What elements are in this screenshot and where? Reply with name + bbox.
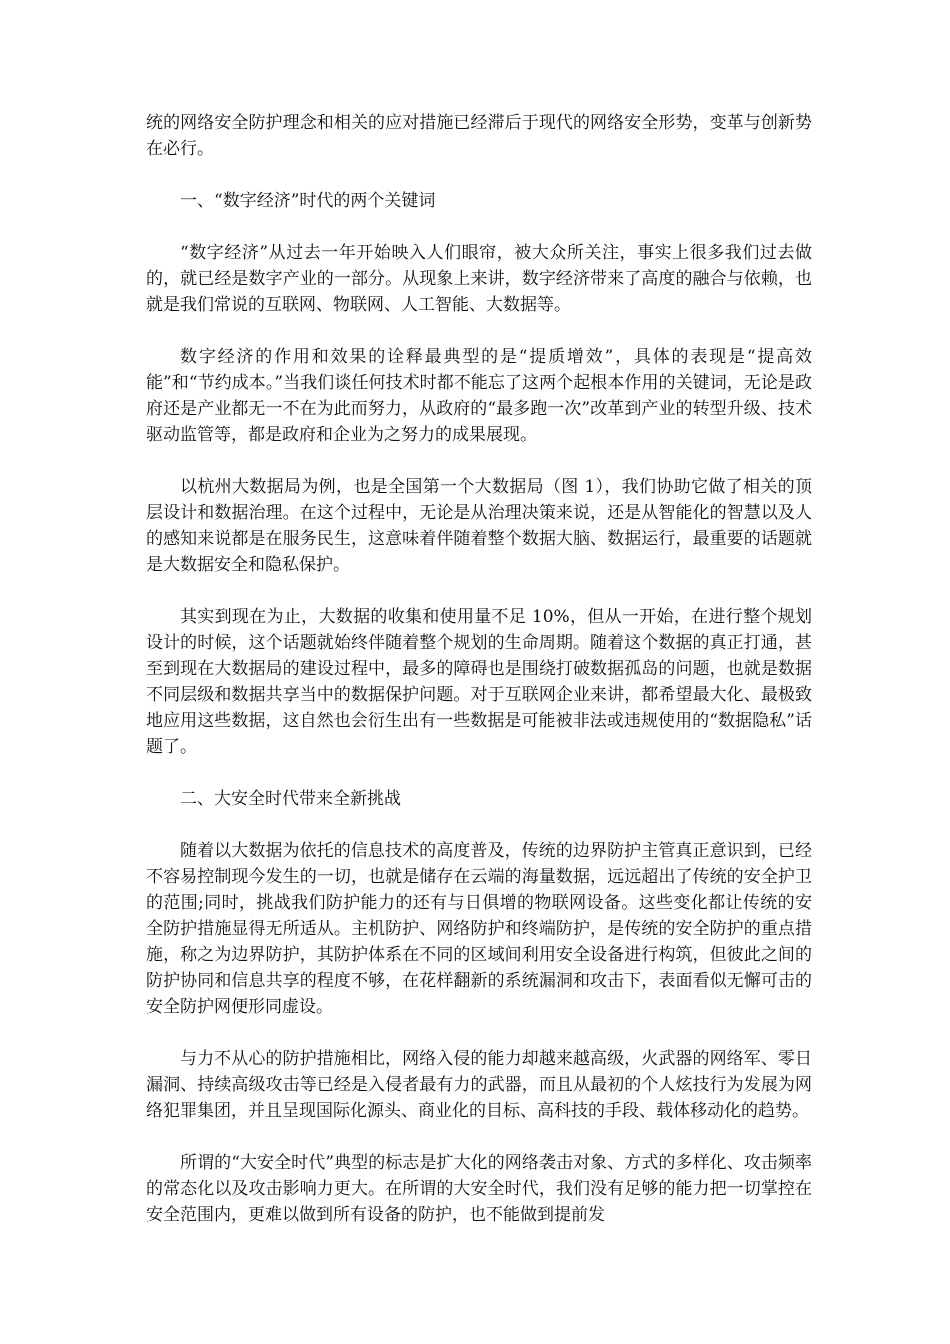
section-heading-1: 一、“数字经济”时代的两个关键词 <box>180 191 436 211</box>
paragraph-2: 数字经济的作用和效果的诠释最典型的是“提质增效”，具体的表现是“提高效能”和“节约成本。”当我们谈任何技术时都不能忘了这两个起根本作用的关键词，无论是政府还是产业都无一不在为此而努力，从政府的“最多跑一次”改革到产业的转型升级、技术驱动监管等，都是政府和企业为之努力的成果展现。 <box>146 347 812 445</box>
paragraph-5: 随着以大数据为依托的信息技术的高度普及，传统的边界防护主管真正意识到，已经不容易控制现今发生的一切，也就是储存在云端的海量数据，远远超出了传统的安全护卫的范围;同时，挑战我们防护能力的还有与日俱增的物联网设备。这些变化都让传统的安全防护措施显得无所适从。主机防护、网络防护和终端防护，是传统的安全防护的重点措施，称之为边界防护，其防护体系在不同的区域间利用安全设备进行构筑，但彼此之间的防护协同和信息共享的程度不够，在花样翻新的系统漏洞和攻击下，表面看似无懈可击的安全防护网便形同虚设。 <box>146 841 812 1017</box>
continuation-paragraph: 统的网络安全防护理念和相关的应对措施已经滞后于现代的网络安全形势，变革与创新势在必行。 <box>146 113 812 159</box>
section-heading-2: 二、大安全时代带来全新挑战 <box>180 789 401 809</box>
paragraph-7: 所谓的“大安全时代”典型的标志是扩大化的网络袭击对象、方式的多样化、攻击频率的常态化以及攻击影响力更大。在所谓的大安全时代，我们没有足够的能力把一切掌控在安全范围内，更难以做到所有设备的防护，也不能做到提前发 <box>146 1153 812 1225</box>
paragraph-4: 其实到现在为止，大数据的收集和使用量不足 10%，但从一开始，在进行整个规划设计的时候，这个话题就始终伴随着整个规划的生命周期。随着这个数据的真正打通，甚至到现在大数据局的建设过程中，最多的障碍也是围绕打破数据孤岛的问题，也就是数据不同层级和数据共享当中的数据保护问题。对于互联网企业来讲，都希望最大化、最极致地应用这些数据，这自然也会衍生出有一些数据是可能被非法或违规使用的“数据隐私”话题了。 <box>146 607 812 757</box>
paragraph-1: “数字经济”从过去一年开始映入人们眼帘，被大众所关注，事实上很多我们过去做的，就已经是数字产业的一部分。从现象上来讲，数字经济带来了高度的融合与依赖，也就是我们常说的互联网、物联网、人工智能、大数据等。 <box>146 243 812 315</box>
paragraph-3: 以杭州大数据局为例，也是全国第一个大数据局（图 1），我们协助它做了相关的顶层设计和数据治理。在这个过程中，无论是从治理决策来说，还是从智能化的智慧以及人的感知来说都是在服务民生，这意味着伴随着整个数据大脑、数据运行，最重要的话题就是大数据安全和隐私保护。 <box>146 477 812 575</box>
document-body <box>146 110 812 1254</box>
paragraph-6: 与力不从心的防护措施相比，网络入侵的能力却越来越高级，火武器的网络军、零日漏洞、持续高级攻击等已经是入侵者最有力的武器，而且从最初的个人炫技行为发展为网络犯罪集团，并且呈现国际化源头、商业化的目标、高科技的手段、载体移动化的趋势。 <box>146 1049 812 1121</box>
